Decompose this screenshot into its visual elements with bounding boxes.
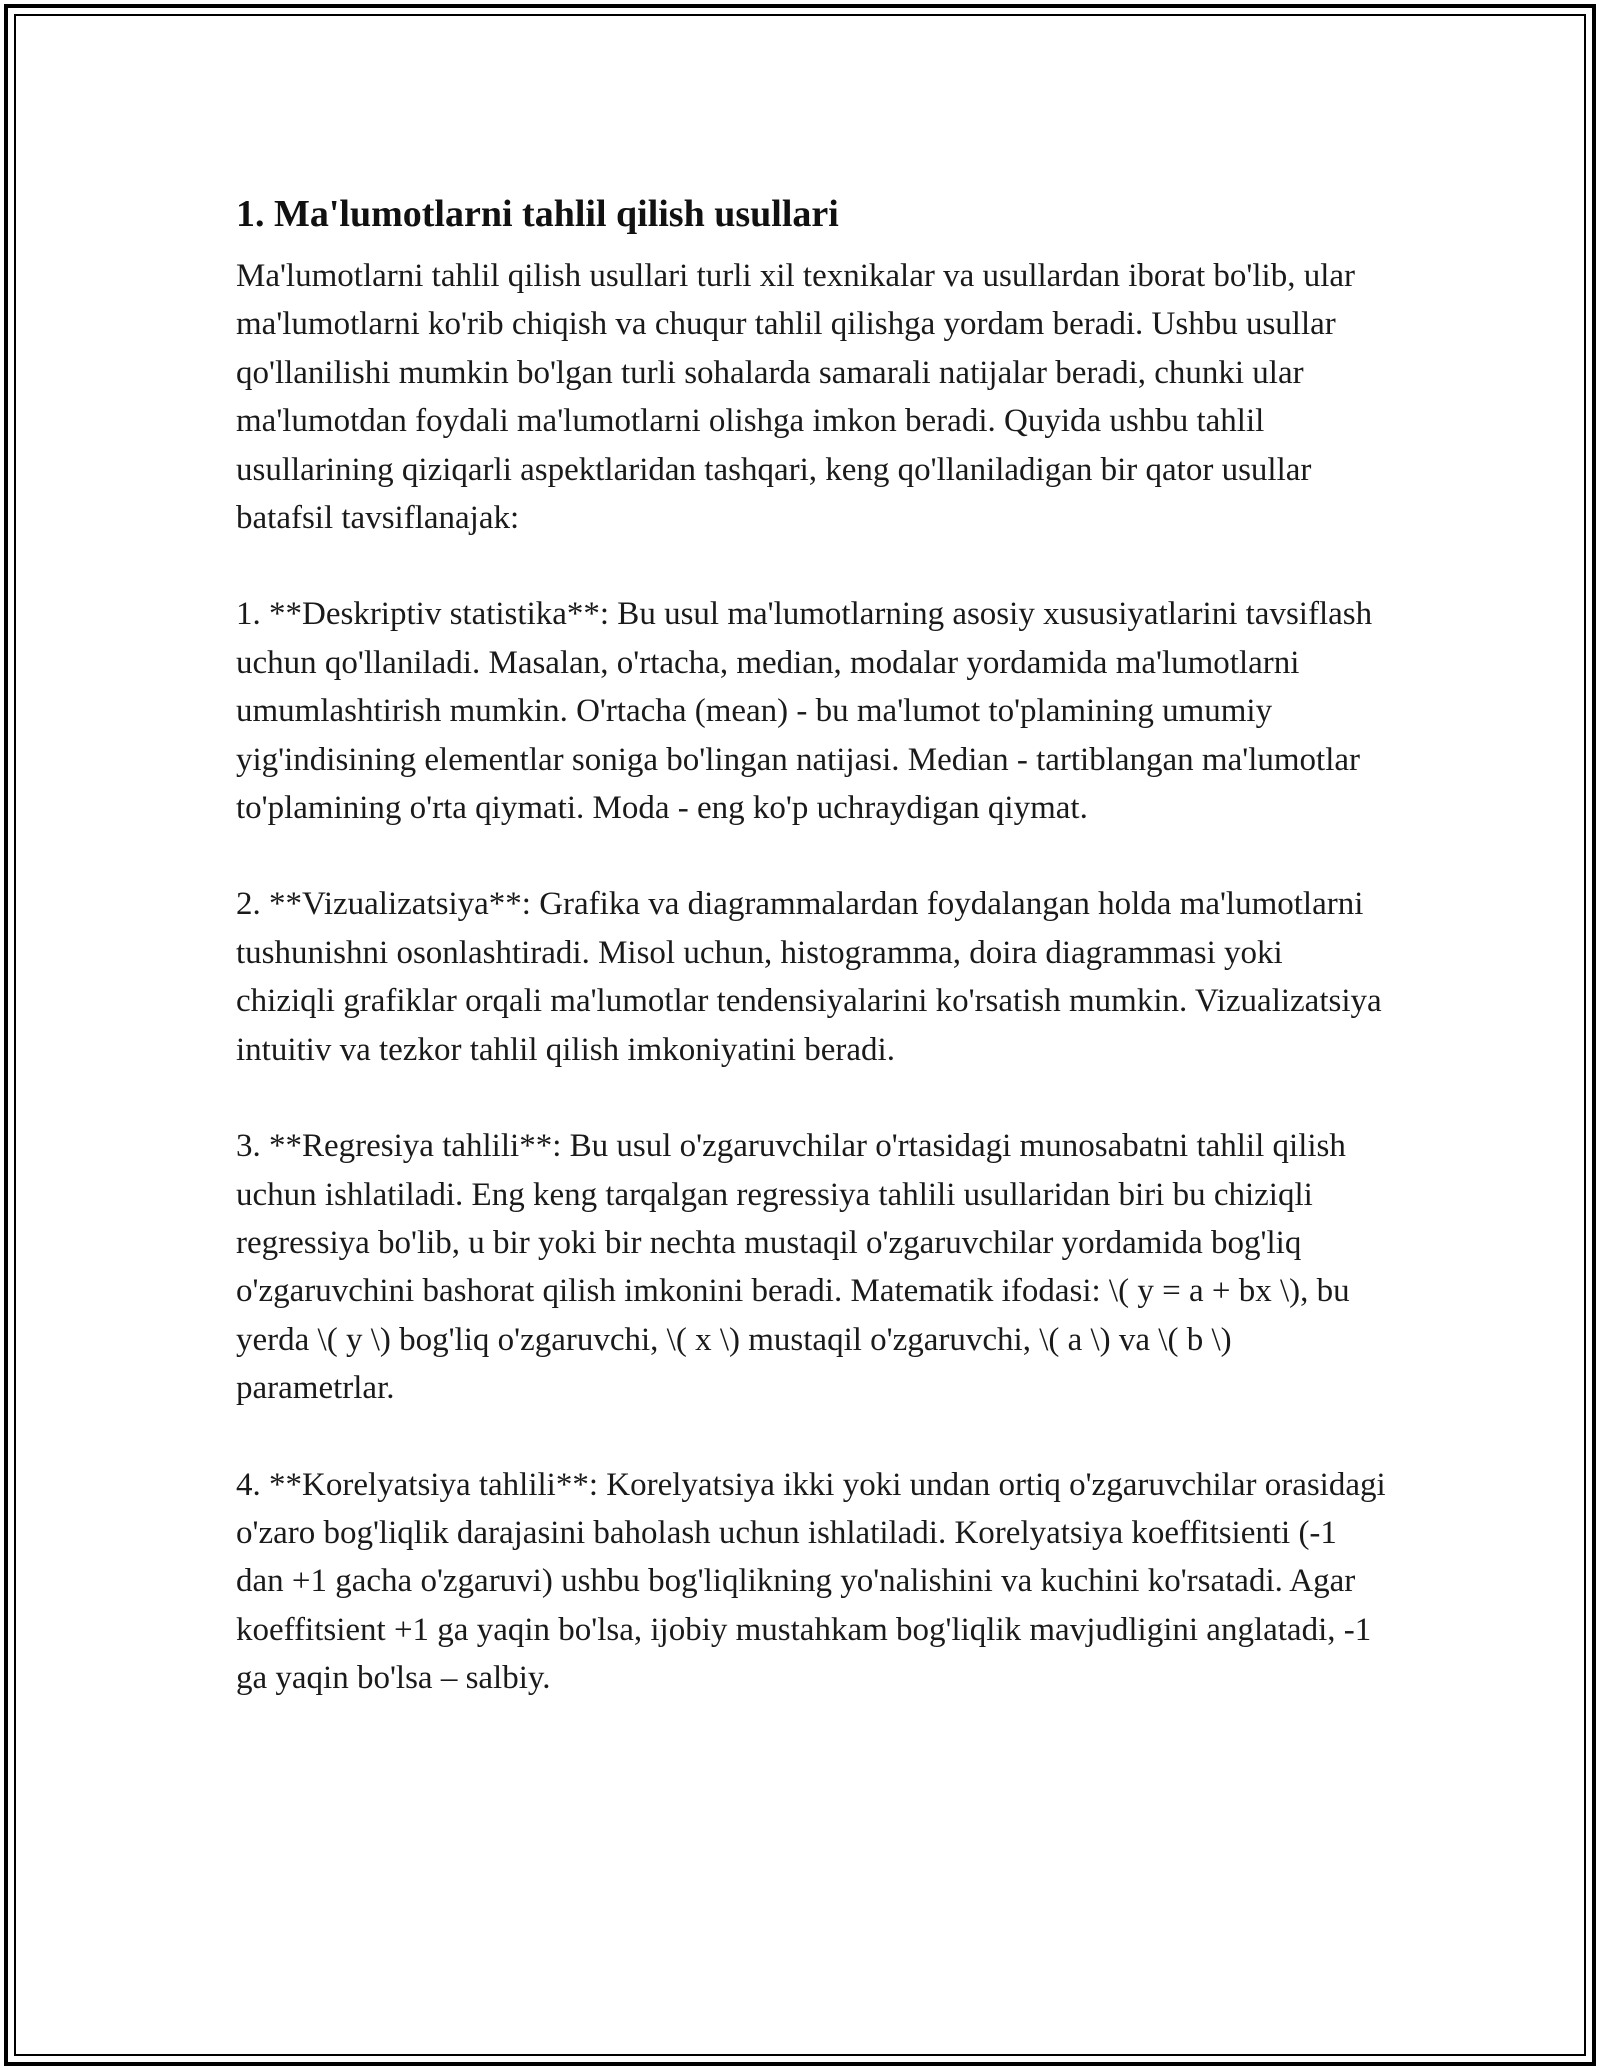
section-heading: 1. Ma'lumotlarni tahlil qilish usullari [236, 193, 839, 235]
paragraph-correlation-analysis: 4. **Korelyatsiya tahlili**: Korelyatsiya ikki yoki undan ortiq o'zgaruvchilar orasidagi o'zaro bog'liqlik darajasini baholash uchun ishlatiladi. Korelyatsiya koeffitsienti (-1 dan +1 gacha o'zgaruvi) ushbu bog'liqlikning yo'nalishini va kuchini ko'rsatadi. Agar koeffitsient +1 ga yaqin bo'lsa, ijobiy mustahkam bog'liqlik mavjudligini anglatadi, -1 ga yaqin bo'lsa – salbiy. [236, 1466, 1394, 1697]
intro-paragraph: Ma'lumotlarni tahlil qilish usullari turli xil texnikalar va usullardan iborat bo'lib, ular ma'lumotlarni ko'rib chiqish va chuqur tahlil qilishga yordam beradi. Ushbu usullar qo'llanilishi mumkin bo'lgan turli sohalarda samarali natijalar beradi, chunki ular ma'lumotdan foydali ma'lumotlarni olishga imkon beradi. Quyida ushbu tahlil usullarining qiziqarli aspektlaridan tashqari, keng qo'llaniladigan bir qator usullar batafsil tavsiflanajak: [236, 258, 1364, 537]
paragraph-visualization: 2. **Vizualizatsiya**: Grafika va diagrammalardan foydalangan holda ma'lumotlarni tushunishni osonlashtiradi. Misol uchun, histogramma, doira diagrammasi yoki chiziqli grafiklar orqali ma'lumotlar tendensiyalarini ko'rsatish mumkin. Vizualizatsiya intuitiv va tezkor tahlil qilish imkoniyatini beradi. [236, 886, 1390, 1068]
document-body [236, 188, 1394, 1703]
paragraph-regression-analysis: 3. **Regresiya tahlili**: Bu usul o'zgaruvchilar o'rtasidagi munosabatni tahlil qilish uchun ishlatiladi. Eng keng tarqalgan regressiya tahlili usullaridan biri bu chiziqli regressiya bo'lib, u bir yoki bir nechta mustaqil o'zgaruvchilar yordamida bog'liq o'zgaruvchini bashorat qilish imkonini beradi. Matematik ifodasi: \( y = a + bx \), bu yerda \( y \) bog'liq o'zgaruvchi, \( x \) mustaqil o'zgaruvchi, \( a \) va \( b \) parametrlar. [236, 1128, 1358, 1407]
paragraph-descriptive-statistics: 1. **Deskriptiv statistika**: Bu usul ma'lumotlarning asosiy xususiyatlarini tavsiflash uchun qo'llaniladi. Masalan, o'rtacha, median, modalar yordamida ma'lumotlarni umumlashtirish mumkin. O'rtacha (mean) - bu ma'lumot to'plamining umumiy yig'indisining elementlar soniga bo'lingan natijasi. Median - tartiblangan ma'lumotlar to'plamining o'rta qiymati. Moda - eng ko'p uchraydigan qiymat. [236, 596, 1381, 827]
